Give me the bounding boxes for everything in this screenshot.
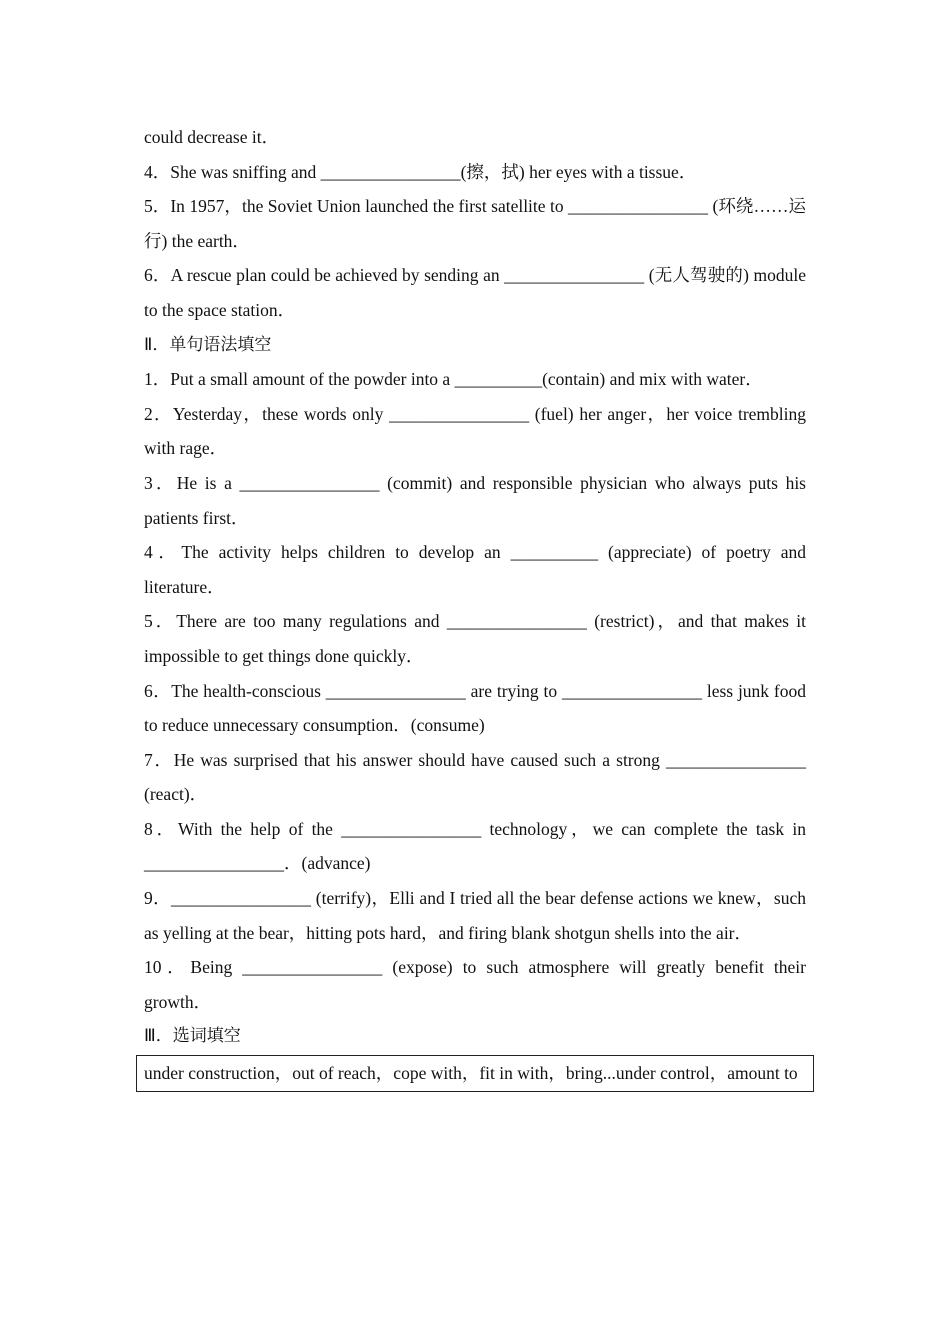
grammar-item: 3．He is a ________________ (commit) and responsible physician who always puts his patients first． xyxy=(144,472,806,528)
vocab-line: could decrease it． xyxy=(144,127,280,147)
section-heading-word-choice: Ⅲ．选词填空 xyxy=(144,1026,241,1047)
section-heading-grammar: Ⅱ．单句语法填空 xyxy=(144,334,272,355)
grammar-item: 7．He was surprised that his answer should have caused such a strong ________________ (react)． xyxy=(144,749,806,805)
grammar-item: 4．The activity helps children to develop an __________ (appreciate) of poetry and literature． xyxy=(144,542,806,597)
grammar-item: 1．Put a small amount of the powder into a __________(contain) and mix with water． xyxy=(144,369,763,390)
word-bank-text: under construction，out of reach，cope with，fit in with，bring...under control，amount to xyxy=(144,1063,798,1084)
grammar-item: 2．Yesterday，these words only ________________ (fuel) her anger，her voice trembling with rage． xyxy=(144,403,806,459)
exercise-content xyxy=(144,120,806,1092)
grammar-item: 10．Being ________________ (expose) to such atmosphere will greatly benefit their growth． xyxy=(144,957,806,1012)
vocab-item: 5．In 1957，the Soviet Union launched the first satellite to ________________ (环绕……运行) the earth． xyxy=(144,196,806,251)
word-bank-box xyxy=(136,1055,814,1092)
grammar-item: 8．With the help of the ________________ technology，we can complete the task in ________________．(advance) xyxy=(144,818,806,874)
grammar-item: 5．There are too many regulations and ________________ (restrict)，and that makes it impossible to get things done quickly． xyxy=(144,611,806,666)
grammar-item: 6．The health-conscious ________________ are trying to ________________ less junk food to reduce unnecessary consumption．(consume) xyxy=(144,680,806,736)
vocab-item: 6．A rescue plan could be achieved by sending an ________________ (无人驾驶的) module to the space station． xyxy=(144,265,806,320)
vocab-item: 4．She was sniffing and ________________(擦，拭) her eyes with a tissue． xyxy=(144,161,697,182)
grammar-item: 9．________________ (terrify)，Elli and I tried all the bear defense actions we knew，such as yelling at the bear，hitting pots hard，and firing blank shotgun shells into the air． xyxy=(144,888,806,943)
